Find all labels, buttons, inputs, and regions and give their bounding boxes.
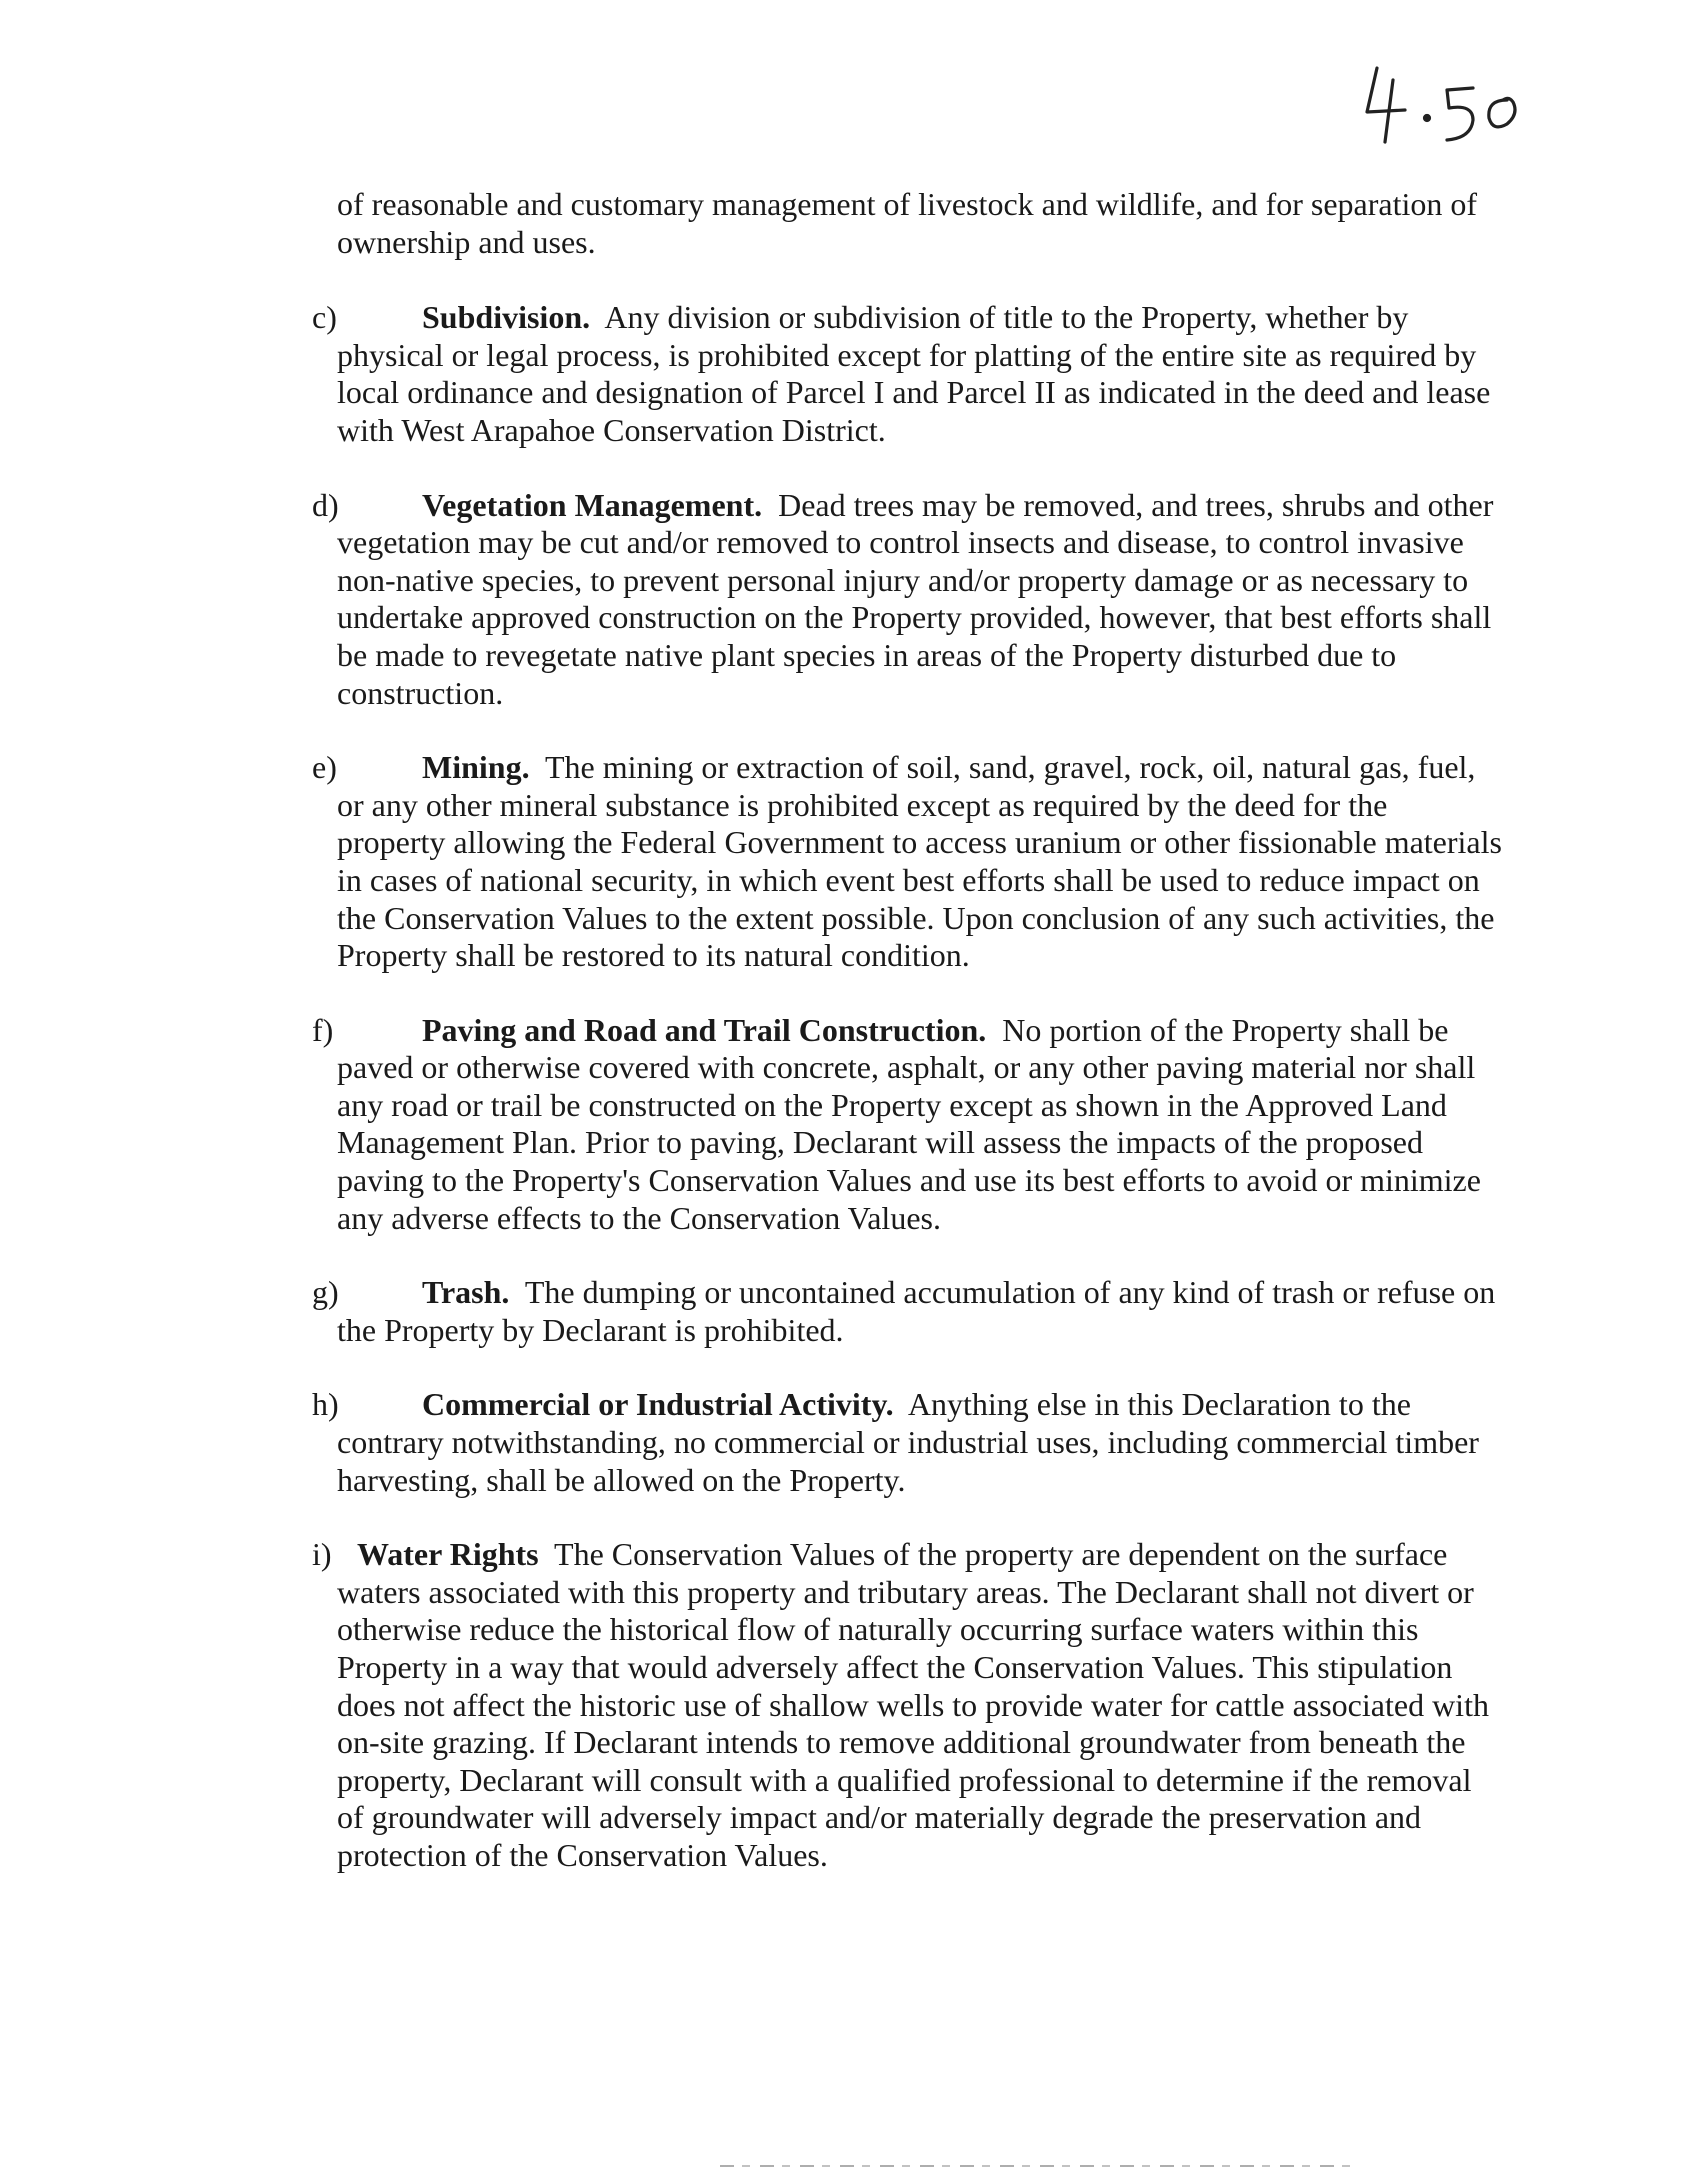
clause-title: Vegetation Management.: [422, 486, 763, 523]
clause-label: e): [312, 749, 337, 786]
clause-text: The mining or extraction of soil, sand, gravel, rock, oil, natural gas, fuel, or any other mineral substance is prohibited except as required by the deed for the property allowing the Federal Government to access uranium or other fissionable materials in cases of national security, in which event best efforts shall be used to reduce impact on the Conservation Values to the extent possible. Upon conclusion of any such activities, the Property shall be restored to its natural condition.: [337, 749, 1502, 974]
clause-mining: [312, 749, 1502, 975]
clause-label: h): [312, 1386, 339, 1423]
clause-vegetation-management: [312, 487, 1502, 713]
clause-commercial-activity: [312, 1386, 1502, 1499]
clause-label: c): [312, 299, 337, 336]
intro-continuation: of reasonable and customary management of livestock and wildlife, and for separation of ownership and uses.: [337, 186, 1478, 260]
clause-trash: [312, 1274, 1502, 1349]
clause-label: f): [312, 1011, 334, 1048]
clause-title: Mining.: [422, 749, 530, 786]
clause-water-rights: [312, 1536, 1502, 1874]
clause-title: Paving and Road and Trail Construction.: [422, 1011, 987, 1048]
scan-artifact-line: [720, 2165, 1360, 2167]
clause-text: The Conservation Values of the property are dependent on the surface waters associated with this property and tributary areas. The Declarant shall not divert or otherwise reduce the historical flow of naturally occurring surface waters within this Property in a way that would adversely affect the Conservation Values. This stipulation does not affect the historic use of shallow wells to provide water for cattle associated with on-site grazing. If Declarant intends to remove additional groundwater from beneath the property, Declarant will consult with a qualified professional to determine if the removal of groundwater will adversely impact and/or materially degrade the preservation and protection of the Conservation Values.: [337, 1536, 1489, 1873]
clause-label: d): [312, 486, 339, 523]
clause-text: The dumping or uncontained accumulation of any kind of trash or refuse on the Property by Declarant is prohibited.: [337, 1274, 1496, 1348]
handwritten-page-number: [1355, 60, 1555, 150]
clause-text: Dead trees may be removed, and trees, shrubs and other vegetation may be cut and/or removed to control insects and disease, to control invasive non-native species, to prevent personal injury and/or property damage or as necessary to undertake approved construction on the Property provided, however, that best efforts shall be made to revegetate native plant species in areas of the Property disturbed due to construction.: [337, 486, 1494, 711]
document-body: [312, 186, 1502, 1912]
clause-title: Trash.: [422, 1274, 510, 1311]
clause-text: No portion of the Property shall be paved or otherwise covered with concrete, asphalt, or any other paving material nor shall any road or trail be constructed on the Property except as shown in the Approved Land Management Plan. Prior to paving, Declarant will assess the impacts of the proposed paving to the Property's Conservation Values and use its best efforts to avoid or minimize any adverse effects to the Conservation Values.: [337, 1011, 1481, 1236]
clause-title: Subdivision.: [422, 299, 591, 336]
clause-title: Commercial or Industrial Activity.: [422, 1386, 894, 1423]
clause-subdivision: [312, 299, 1502, 449]
clause-paving: [312, 1012, 1502, 1238]
clause-title: Water Rights: [357, 1536, 539, 1573]
clause-label: i): [312, 1536, 332, 1573]
clause-text: Anything else in this Declaration to the contrary notwithstanding, no commercial or industrial uses, including commercial timber harvesting, shall be allowed on the Property.: [337, 1386, 1479, 1498]
clause-label: g): [312, 1274, 339, 1311]
clause-text: Any division or subdivision of title to the Property, whether by physical or legal process, is prohibited except for platting of the entire site as required by local ordinance and designation of Parcel I and Parcel II as indicated in the deed and lease with West Arapahoe Conservation District.: [337, 299, 1491, 448]
